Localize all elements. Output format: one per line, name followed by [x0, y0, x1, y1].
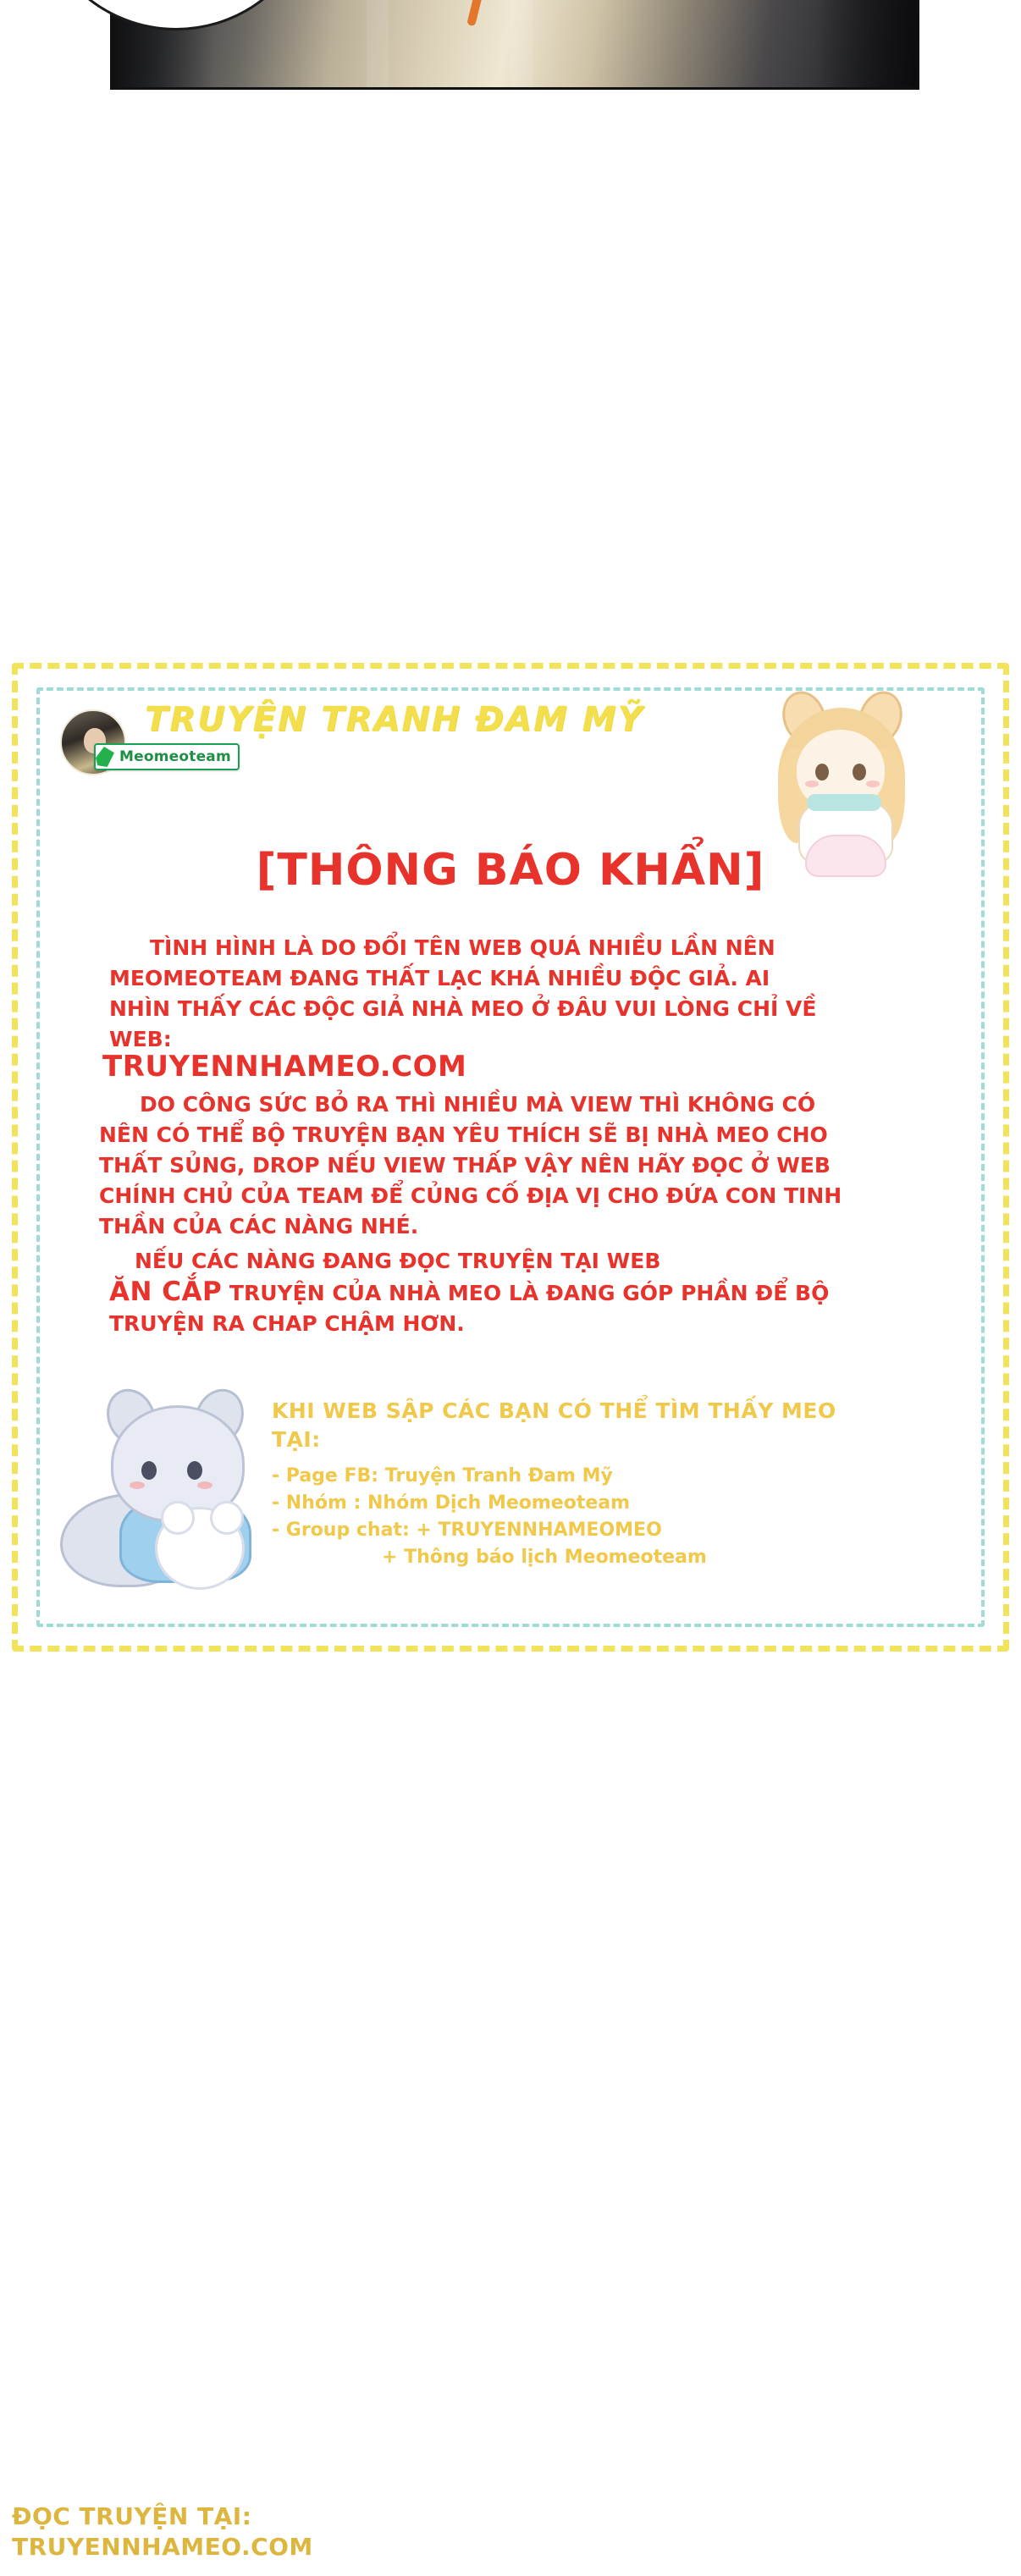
notice-paragraph-3 [109, 1246, 854, 1339]
panel-shadow-right [815, 0, 917, 87]
wolf-eye-right [187, 1461, 202, 1480]
announcement-card [12, 663, 1009, 1652]
wolf-eye-left [141, 1461, 157, 1480]
brand-header [60, 701, 737, 794]
panel-highlight-1 [367, 0, 389, 87]
chibi-eye-right [853, 764, 866, 781]
notice-paragraph-3-lead: NẾU CÁC NÀNG ĐANG ĐỌC TRUYỆN TẠI WEB [135, 1249, 661, 1273]
contact-list [272, 1463, 847, 1571]
chibi-collar [807, 794, 881, 811]
contact-block [272, 1397, 847, 1571]
wolf-plush-toy [155, 1507, 245, 1590]
notice-paragraph-3-tail: TRUYỆN CỦA NHÀ MEO LÀ ĐANG GÓP PHẦN ĐỂ BỘ TRUYỆN RA CHAP CHẬM HƠN. [109, 1281, 830, 1336]
notice-paragraph-2: DO CÔNG SỨC BỎ RA THÌ NHIỀU MÀ VIEW THÌ KHÔNG CÓ NÊN CÓ THỂ BỘ TRUYỆN BẠN YÊU THÍCH SẼ BỊ NHÀ MEO CHO THẤT SỦNG, DROP NẾU VIEW THẤP VẬY NÊN HÃY ĐỌC Ở WEB CHÍNH CHỦ CỦA TEAM ĐỂ CỦNG CỐ ĐỊA VỊ CHO ĐỨA CON TINH THẦN CỦA CÁC NÀNG NHÉ. [99, 1092, 842, 1238]
website-link[interactable]: TRUYENNHAMEO.COM [102, 1050, 467, 1084]
panel-highlight-2 [510, 0, 533, 87]
plush-ear-right [210, 1501, 244, 1535]
plush-ear-left [161, 1501, 195, 1535]
wolf-blush-right [197, 1481, 212, 1489]
chibi-wolf-illustration [60, 1383, 280, 1595]
manga-panel-top [0, 0, 1021, 186]
wolf-blush-left [130, 1481, 145, 1489]
footer-line-2[interactable]: TRUYENNHAMEO.COM [12, 2533, 313, 2561]
footer-line-1: ĐỌC TRUYỆN TẠI: [12, 2502, 252, 2530]
chibi-blush-left [805, 781, 819, 787]
list-item: + Thông báo lịch Meomeoteam [382, 1547, 707, 1568]
notice-paragraph-3-steal: ĂN CẮP [109, 1277, 223, 1307]
leaf-icon [96, 747, 114, 767]
brand-title: TRUYỆN TRANH ĐAM MỸ [145, 700, 644, 739]
chibi-eye-left [815, 764, 829, 781]
chibi-blush-right [866, 781, 880, 787]
team-badge [94, 743, 240, 770]
list-item: - Nhóm : Nhóm Dịch Meomeoteam [272, 1492, 631, 1514]
list-item: - Page FB: Truyện Tranh Đam Mỹ [272, 1465, 613, 1487]
notice-paragraph-1: TÌNH HÌNH LÀ DO ĐỔI TÊN WEB QUÁ NHIỀU LẦN NÊN MEOMEOTEAM ĐANG THẤT LẠC KHÁ NHIỀU ĐỘC GIẢ. AI NHÌN THẤY CÁC ĐỘC GIẢ NHÀ MEO Ở ĐÂU VUI LÒNG CHỈ VỀ WEB: [109, 935, 817, 1051]
contact-title: KHI WEB SẬP CÁC BẠN CÓ THỂ TÌM THẤY MEO TẠI: [272, 1398, 836, 1452]
page-title: [THÔNG BÁO KHẨN] [256, 845, 765, 896]
list-item: - Group chat: + TRUYENNHAMEOMEO [272, 1520, 662, 1541]
team-badge-label: Meomeoteam [119, 748, 231, 765]
footer [0, 2491, 1021, 2576]
